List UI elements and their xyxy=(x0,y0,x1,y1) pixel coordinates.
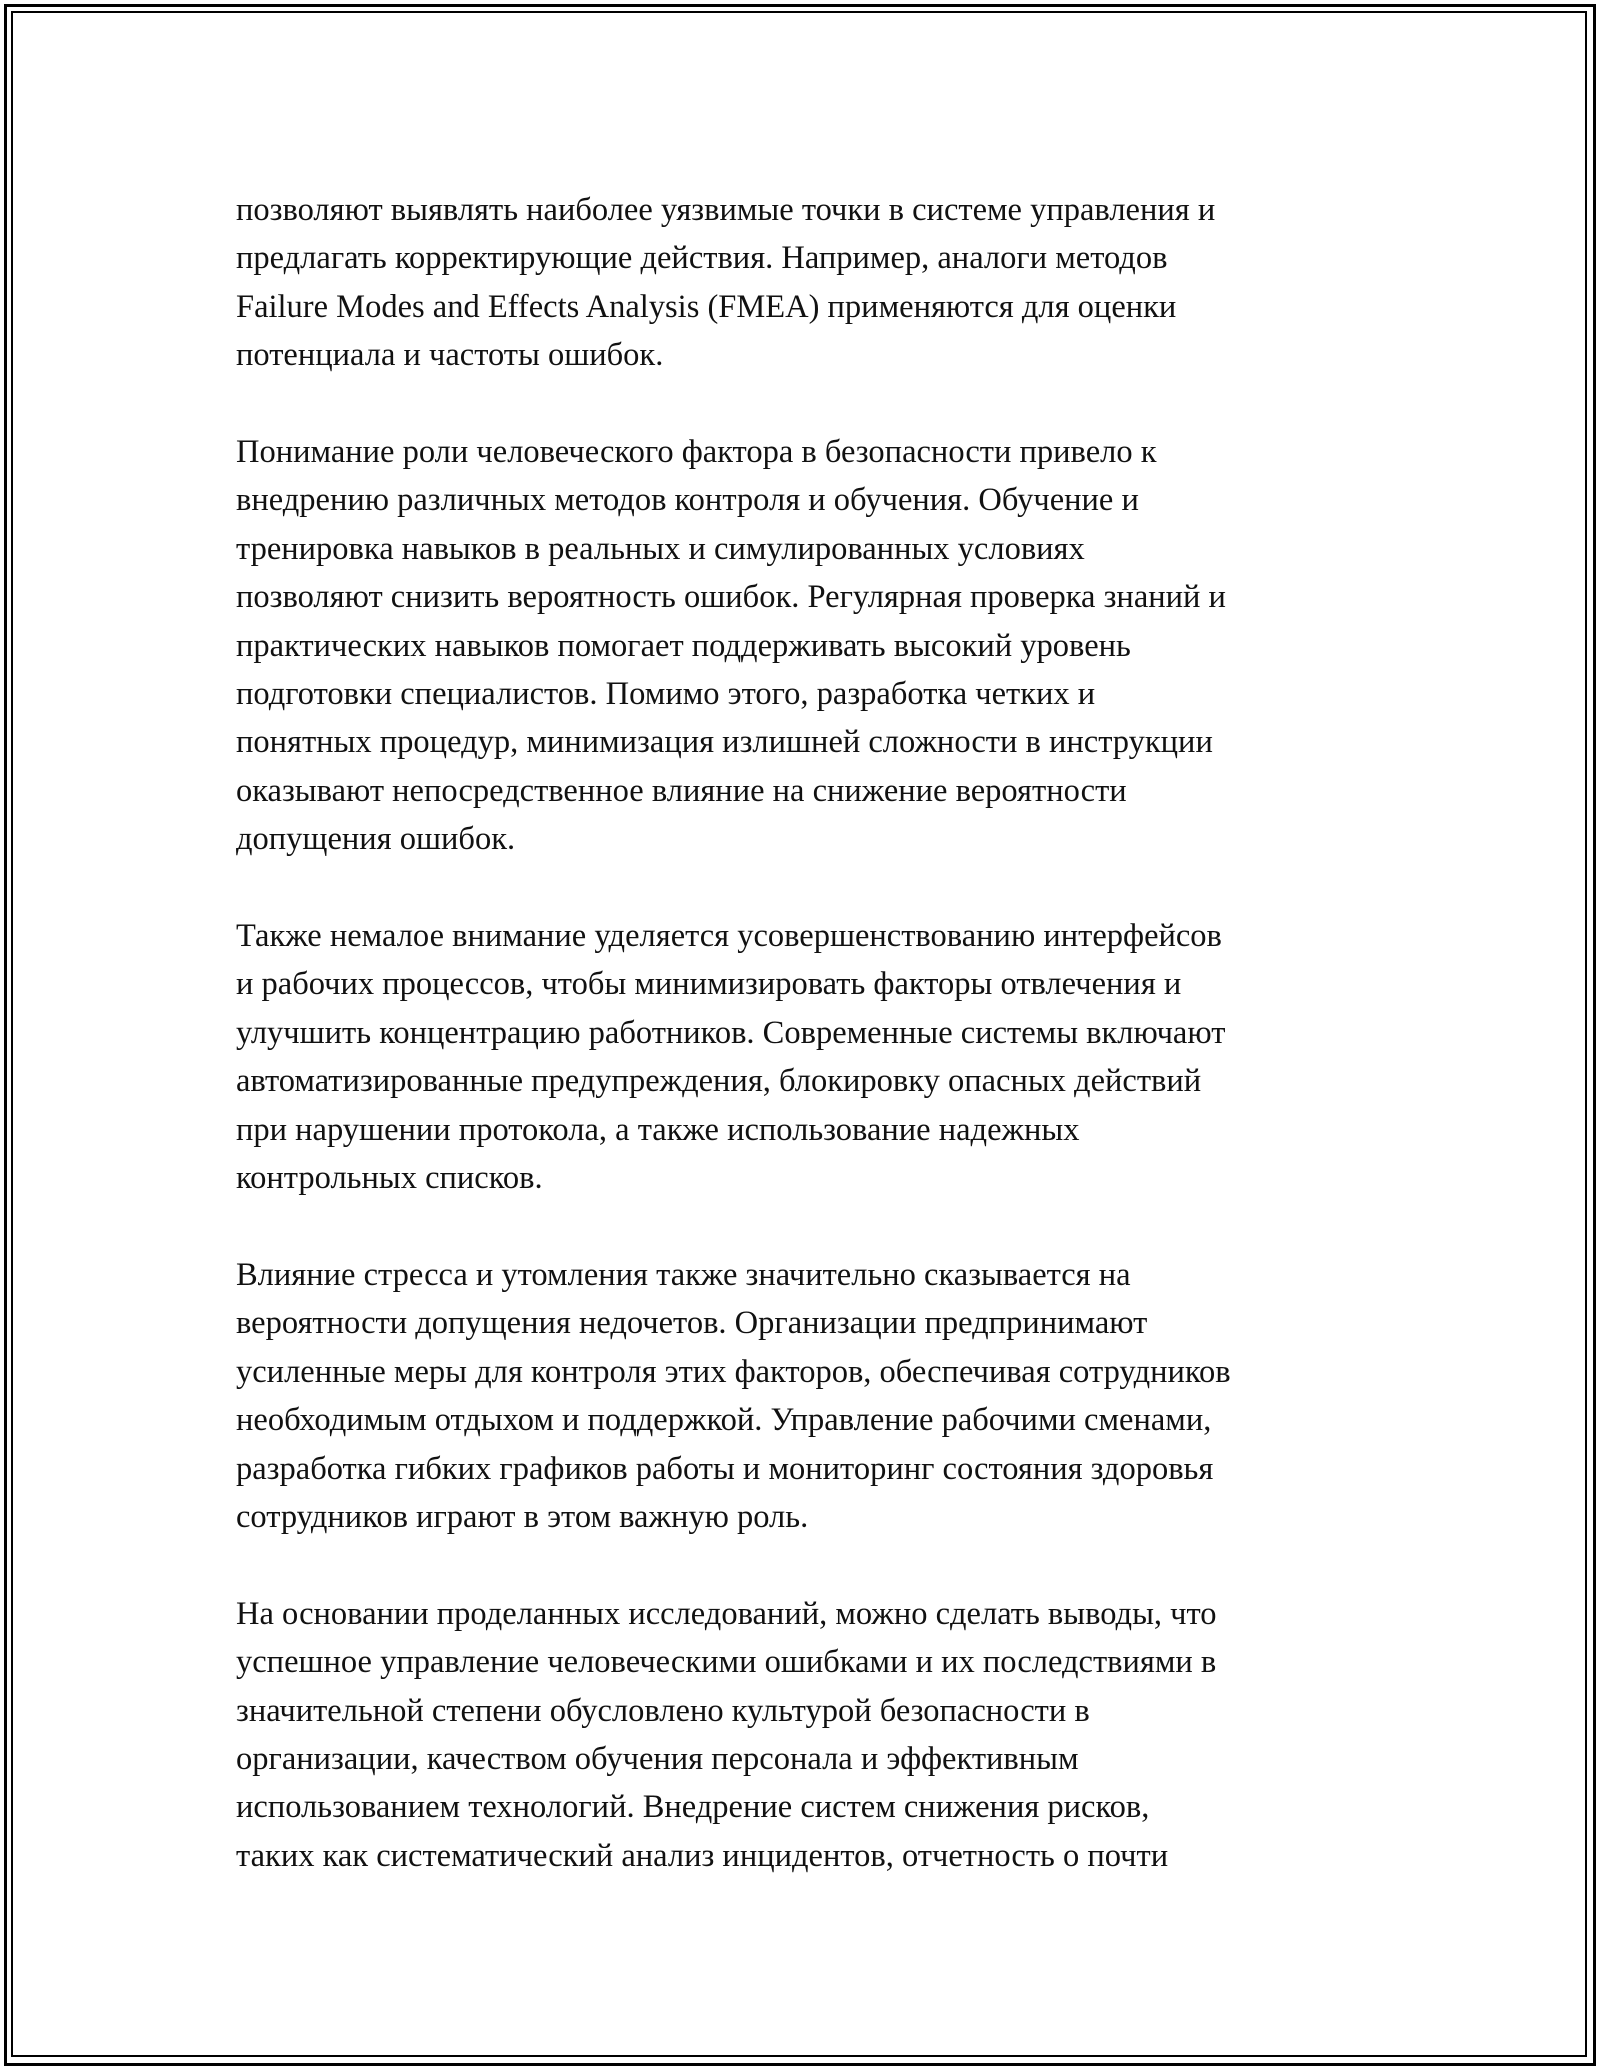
text-line: тренировка навыков в реальных и симулированных условиях xyxy=(236,530,1085,567)
paragraph-2 xyxy=(236,428,1396,864)
text-line: разработка гибких графиков работы и мониторинг состояния здоровья xyxy=(236,1450,1214,1487)
text-line: таких как систематический анализ инцидентов, отчетность о почти xyxy=(236,1837,1169,1874)
text-line: Влияние стресса и утомления также значительно сказывается на xyxy=(236,1256,1131,1293)
text-line: подготовки специалистов. Помимо этого, разработка четких и xyxy=(236,676,1096,713)
text-line: при нарушении протокола, а также использование надежных xyxy=(236,1111,1080,1148)
text-line: позволяют снизить вероятность ошибок. Регулярная проверка знаний и xyxy=(236,579,1226,616)
text-line: позволяют выявлять наиболее уязвимые точки в системе управления и xyxy=(236,192,1216,228)
document-body xyxy=(236,186,1396,1929)
text-line: оказывают непосредственное влияние на снижение вероятности xyxy=(236,772,1127,809)
text-line: значительной степени обусловлено культурой безопасности в xyxy=(236,1692,1090,1729)
text-line: улучшить концентрацию работников. Современные системы включают xyxy=(236,1014,1226,1051)
text-line: использованием технологий. Внедрение систем снижения рисков, xyxy=(236,1789,1150,1826)
text-line: необходимым отдыхом и поддержкой. Управление рабочими сменами, xyxy=(236,1402,1212,1439)
text-line: внедрению различных методов контроля и обучения. Обучение и xyxy=(236,482,1139,519)
text-line: потенциала и частоты ошибок. xyxy=(236,337,664,374)
text-line: сотрудников играют в этом важную роль. xyxy=(236,1498,809,1535)
text-line: вероятности допущения недочетов. Организации предпринимают xyxy=(236,1305,1148,1342)
text-line: успешное управление человеческими ошибками и их последствиями в xyxy=(236,1644,1217,1681)
text-line: автоматизированные предупреждения, блокировку опасных действий xyxy=(236,1063,1202,1100)
text-line: усиленные меры для контроля этих факторов, обеспечивая сотрудников xyxy=(236,1353,1231,1390)
paragraph-5 xyxy=(236,1590,1396,1880)
text-line: Failure Modes and Effects Analysis (FMEA) применяются для оценки xyxy=(236,288,1177,325)
paragraph-1 xyxy=(236,186,1396,380)
text-line: Понимание роли человеческого фактора в безопасности привело к xyxy=(236,434,1157,471)
text-line: На основании проделанных исследований, можно сделать выводы, что xyxy=(236,1595,1217,1632)
text-line: практических навыков помогает поддерживать высокий уровень xyxy=(236,627,1131,664)
text-line: Также немалое внимание уделяется усовершенствованию интерфейсов xyxy=(236,918,1222,955)
text-line: допущения ошибок. xyxy=(236,821,516,858)
text-line: предлагать корректирующие действия. Например, аналоги методов xyxy=(236,240,1168,277)
paragraph-3 xyxy=(236,912,1396,1202)
text-line: организации, качеством обучения персонала и эффективным xyxy=(236,1740,1079,1777)
text-line: и рабочих процессов, чтобы минимизировать факторы отвлечения и xyxy=(236,966,1182,1003)
text-line: контрольных списков. xyxy=(236,1160,543,1197)
text-line: понятных процедур, минимизация излишней сложности в инструкции xyxy=(236,724,1213,761)
paragraph-4 xyxy=(236,1251,1396,1541)
